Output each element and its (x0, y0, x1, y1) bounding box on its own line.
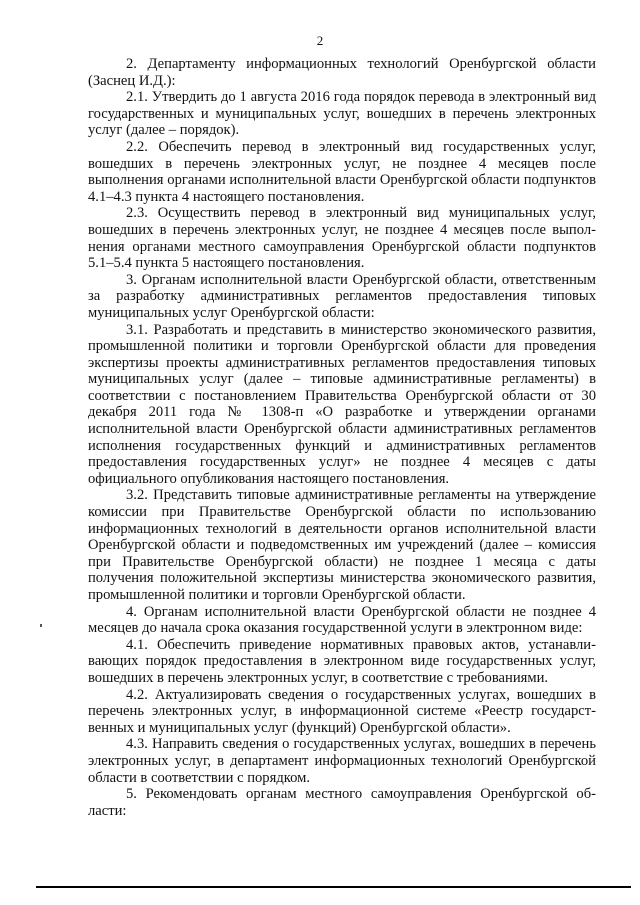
page-bottom-rule (36, 886, 631, 888)
paragraph-2: 2. Департаменту информационных технологий Оренбургской области (Заснец И.Д.): (88, 56, 596, 89)
paragraph-4-3: 4.3. Направить сведения о государственных услугах, вошедших в перечень электронных услуг, в департамент информационных технологий Оренбургской области в соответствии с порядком. (88, 736, 596, 786)
paragraph-2-1: 2.1. Утвердить до 1 августа 2016 года порядок перевода в электронный вид государственных и муниципальных услуг, вошедших в перечень электронных услуг (далее – порядок). (88, 89, 596, 139)
paragraph-4: 4. Органам исполнительной власти Оренбургской области не позднее 4 месяцев до начала срока оказания государственной услуги в электронном виде: (88, 603, 596, 637)
paragraph-4-2: 4.2. Актуализировать сведения о государственных услугах, вошедших в перечень электронных услуг, в информационной системе «Реестр государственных и муниципальных услуг (функций) Оренбургской области». (88, 686, 596, 736)
paragraph-3-1: 3.1. Разработать и представить в министерство экономического развития, промышленной политики и торговли Оренбургской области для проведения экспертизы проекты административных регламентов предоставления типовых муниципальных услуг (далее – типовые административные регламенты) в соответствии с постановлением Правительства Оренбургской области от 30 декабря 2011 года № 1308-п «О разработке и утверждении органами исполнительной власти Оренбургской области административных регламентов исполнения государственных функций и административных регламентов предоставления государственных услуг» не позднее 4 месяцев с даты официального опубликования настоящего постановления. (88, 321, 596, 487)
paragraph-3-2: 3.2. Представить типовые административные регламенты на утверждение комиссии при Правительстве Оренбургской области по использованию информационных технологий в деятельности органов исполнительной власти Оренбургской области и подведомственных им учреждений (далее – комиссия при Правительстве Оренбургской области) не позднее 1 месяца с даты получения положительной экспертизы министерства экономического развития, промышленной политики и торговли Оренбургской области. (88, 487, 596, 603)
paragraph-2-3: 2.3. Осуществить перевод в электронный вид муниципальных услуг, вошедших в перечень электронных услуг, не позднее 4 месяцев после выполнения органами местного самоуправления Оренбургской области подпунктов 5.1–5.4 пункта 5 настоящего постановления. (88, 205, 596, 272)
paragraph-5: 5. Рекомендовать органам местного самоуправления Оренбургской области: (88, 786, 596, 819)
document-body (88, 56, 596, 819)
paragraph-4-1: 4.1. Обеспечить приведение нормативных правовых актов, устанавливающих порядок предоставления в электронном виде государственных услуг, вошедших в перечень электронных услуг, в соответствие с требованиями. (88, 636, 596, 686)
paragraph-2-2: 2.2. Обеспечить перевод в электронный вид государственных услуг, вошедших в перечень электронных услуг, не позднее 4 месяцев после выполнения органами исполнительной власти Оренбургской области подпунктов 4.1–4.3 пункта 4 настоящего постановления. (88, 138, 596, 205)
paragraph-3: 3. Органам исполнительной власти Оренбургской области, ответственным за разработку административных регламентов предоставления типовых муниципальных услуг Оренбургской области: (88, 271, 596, 321)
scan-artifact-mark (40, 624, 42, 627)
page-number: 2 (316, 33, 324, 48)
